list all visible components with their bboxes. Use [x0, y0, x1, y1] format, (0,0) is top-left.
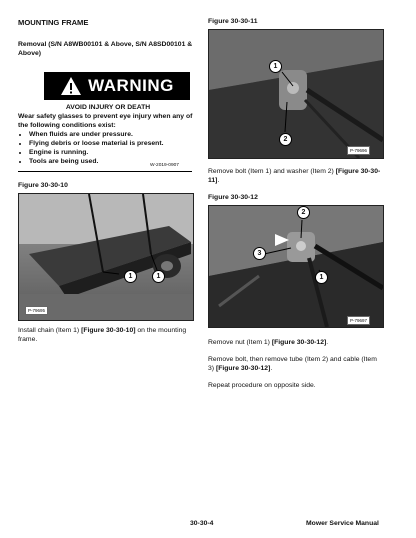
removal-heading: Removal (S/N A8WB00101 & Above, S/N A8SD00101 & Above): [18, 41, 193, 57]
callout-1: 1: [269, 60, 282, 73]
figure-11-photo: [208, 29, 384, 159]
warning-item: • Tools are being used.: [29, 157, 209, 166]
callout-1: 1: [315, 271, 328, 284]
callout-3: 3: [253, 247, 266, 260]
manual-title: Mower Service Manual: [306, 520, 379, 527]
figure-reference: [Figure 30-30-10]: [81, 327, 136, 334]
figure-10-photo: [18, 193, 194, 321]
callout-2: 2: [297, 206, 310, 219]
callout-2: 2: [279, 133, 292, 146]
warning-item: • Flying debris or loose material is present.: [29, 139, 209, 148]
photo-number: P-79696: [347, 146, 370, 155]
callout-1: 1: [124, 270, 137, 283]
photo-number: P-79695: [25, 306, 48, 315]
instruction-text: .: [270, 365, 273, 372]
instruction-12c: Repeat procedure on opposite side.: [208, 382, 316, 389]
figure-reference: [Figure 30-30-12]: [271, 339, 327, 346]
instruction-text: on the mounting frame.: [18, 327, 187, 343]
instruction-11: [208, 167, 384, 185]
warning-banner: [44, 72, 190, 100]
instruction-text: Remove nut (Item 1): [208, 339, 272, 346]
warning-triangle-icon: [60, 76, 82, 96]
figure-reference: [Figure 30-30-12]: [215, 365, 271, 372]
instruction-text: Remove bolt, then remove tube (Item 2) and cable (Item 3): [208, 356, 377, 372]
instruction-12a: [208, 338, 384, 347]
warning-item: • Engine is running.: [29, 148, 209, 157]
instruction-10: [18, 326, 194, 344]
instruction-text: .: [326, 339, 329, 346]
instruction-text: Install chain (Item 1): [18, 327, 82, 334]
instruction-text: .: [217, 177, 220, 184]
figure-11-title: Figure 30-30-11: [208, 18, 258, 25]
warning-subtitle: AVOID INJURY OR DEATH: [65, 104, 151, 111]
photo-number: P-79697: [347, 316, 370, 325]
warning-code: W-2019-0907: [150, 163, 179, 168]
instruction-12b: [208, 355, 384, 373]
warning-item: • When fluids are under pressure.: [29, 130, 209, 139]
warning-list: [18, 130, 209, 166]
figure-12-photo: [208, 205, 384, 328]
warning-title: WARNING: [88, 76, 174, 95]
section-title: MOUNTING FRAME: [18, 18, 89, 27]
figure-10-title: Figure 30-30-10: [18, 182, 68, 189]
warning-intro: Wear safety glasses to prevent eye injury when any of the following conditions exist:: [18, 113, 193, 129]
figure-12-title: Figure 30-30-12: [208, 194, 258, 201]
callout-1: 1: [152, 270, 165, 283]
page-number: 30-30-4: [190, 520, 214, 527]
warning-divider: [18, 171, 192, 172]
instruction-text: Remove bolt (Item 1) and washer (Item 2): [208, 168, 336, 175]
figure-reference: [Figure 30-30-11]: [208, 168, 381, 184]
